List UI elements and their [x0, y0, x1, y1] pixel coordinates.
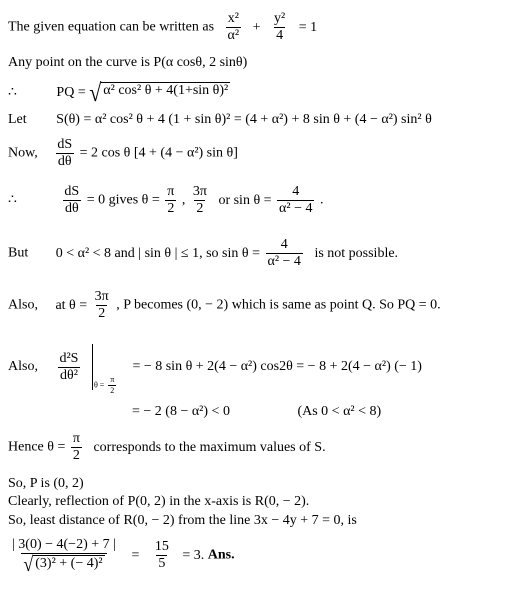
line-distance-result: | 3(0) − 4(−2) + 7 | √ (3)² + (− 4)² = $\frac{15}{5}$ = 3. Ans. [12, 537, 235, 576]
line-not-possible: But 0 < α² < 8 and | sin θ | ≤ 1, so sin θ = $\frac{4}{\text{α² − 4}}$ is not possible. [8, 237, 399, 269]
line-given-equation: The given equation can be written as $\frac{\text{x²}}{\text{α²}}$ + $\frac{\text{y²}}{4}$ = 1 [8, 11, 318, 43]
answer-label: Ans. [207, 547, 235, 563]
fraction-15-over-5: $\frac{15}{5}$ [154, 539, 169, 571]
line-p-is: So, P is (0, 2) [8, 476, 84, 491]
fraction-distance: | 3(0) − 4(−2) + 7 | √ (3)² + (− 4)² [12, 537, 116, 576]
fraction-pi-over-2-b: $\frac{\pi}{2}$ [72, 431, 80, 463]
line-second-derivative-result: = − 2 (8 − α²) < 0 (As 0 < α² < 8) [132, 404, 382, 419]
eval-at-label: θ = $\frac{\pi}{2}$ [93, 375, 115, 395]
fraction-3pi-over-2: $\frac{3\pi}{2}$ [192, 184, 207, 216]
fraction-3pi-over-2-b: $\frac{3\pi}{2}$ [94, 289, 109, 321]
sqrt-denominator: √ (3)² + (− 4)² [23, 552, 103, 576]
line-critical-points: ∴ $\frac{dS}{d\theta}$ = 0 gives θ = $\frac{\pi}{2}$ , $\frac{3\pi}{2}$ or sin θ = $\frac{4}{\text{α² − 4}}$ . [8, 184, 324, 216]
given-equation-text: The given equation can be written as [8, 19, 215, 35]
evaluation-bracket [88, 344, 115, 395]
fraction-x2-over-a2: $\frac{\text{x²}}{\text{α²}}$ [227, 11, 240, 43]
line-reflection: Clearly, reflection of P(0, 2) in the x-axis is R(0, − 2). [8, 494, 310, 509]
line-second-derivative: Also, $\frac{\text{d²S}}{\text{dθ²}}$ θ = $\frac{\pi}{2}$ = − 8 sin θ + 2(4 − α²) cos2θ = − 8 + 2(4 − α²) (− 1) [8, 344, 422, 390]
fraction-y2-over-4: $\frac{\text{y²}}{4}$ [274, 11, 286, 43]
sqrt-pq: √ α² cos² θ + 4(1+sin θ)² [89, 78, 229, 107]
fraction-4-over-a2-minus-4-b: $\frac{4}{\text{α² − 4}}$ [267, 237, 301, 269]
fraction-pi-over-2: $\frac{\pi}{2}$ [167, 184, 175, 216]
line-let-s: Let S(θ) = α² cos² θ + 4 (1 + sin θ)² = (4 + α²) + 8 sin θ + (4 − α²) sin² θ [8, 112, 432, 127]
therefore-symbol: ∴ [8, 85, 17, 101]
fraction-4-over-a2-minus-4: $\frac{4}{\text{α² − 4}}$ [279, 184, 313, 216]
line-least-distance: So, least distance of R(0, − 2) from the line 3x − 4y + 7 = 0, is [8, 513, 357, 528]
line-hence-maximum: Hence θ = $\frac{\pi}{2}$ corresponds to the maximum values of S. [8, 431, 326, 463]
fraction-d2s-dtheta2: $\frac{\text{d²S}}{\text{dθ²}}$ [59, 350, 79, 383]
fraction-ds-dtheta-2: $\frac{dS}{d\theta}$ [64, 184, 80, 216]
line-theta-3pi-2: Also, at θ = $\frac{3\pi}{2}$ , P becomes (0, − 2) which is same as point Q. So PQ = 0. [8, 289, 441, 321]
line-point-on-curve: Any point on the curve is P(α cosθ, 2 sinθ) [8, 55, 248, 70]
line-pq: ∴ PQ = √ α² cos² θ + 4(1+sin θ)² [8, 78, 229, 107]
fraction-ds-dtheta: $\frac{dS}{d\theta}$ [57, 137, 73, 169]
line-ds-dtheta: Now, $\frac{dS}{d\theta}$ = 2 cos θ [4 + (4 − α²) sin θ] [8, 137, 238, 169]
equals-one: = 1 [298, 19, 318, 35]
